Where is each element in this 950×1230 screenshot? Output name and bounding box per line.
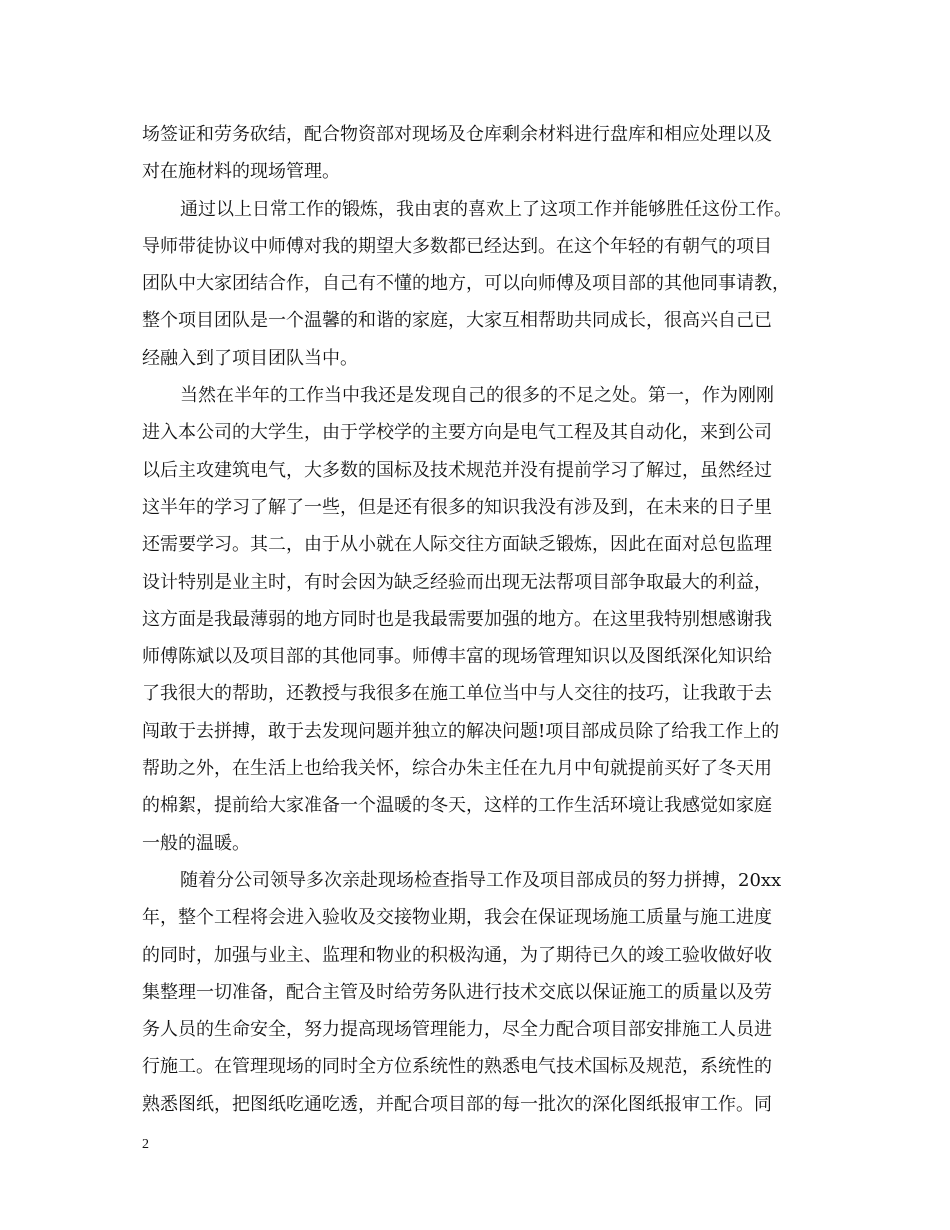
text-line: 熟悉图纸，把图纸吃通吃透，并配合项目部的每一批次的深化图纸报审工作。同 — [142, 1093, 772, 1115]
text-line: 师傅陈斌以及项目部的其他同事。师傅丰富的现场管理知识以及图纸深化知识给 — [142, 646, 772, 668]
text-line: 以后主攻建筑电气，大多数的国标及技术规范并没有提前学习了解过，虽然经过 — [142, 459, 772, 481]
body-text — [142, 116, 806, 1123]
text-line: 了我很大的帮助，还教授与我很多在施工单位当中与人交往的技巧，让我敢于去 — [142, 683, 772, 705]
text-line: 这半年的学习了解了一些，但是还有很多的知识我没有涉及到，在未来的日子里 — [142, 496, 772, 518]
text-line: 帮助之外，在生活上也给我关怀，综合办朱主任在九月中旬就提前买好了冬天用 — [142, 758, 772, 780]
paragraph-first-line: 随着分公司领导多次亲赴现场检查指导工作及项目部成员的努力拼搏，20xx — [180, 869, 782, 891]
text-line: 对在施材料的现场管理。 — [142, 161, 340, 183]
text-line: 这方面是我最薄弱的地方同时也是我最需要加强的地方。在这里我特别想感谢我 — [142, 608, 772, 630]
text-line: 一般的温暖。 — [142, 832, 250, 854]
text-line: 的同时，加强与业主、监理和物业的积极沟通，为了期待已久的竣工验收做好收 — [142, 944, 772, 966]
text-line: 集整理一切准备，配合主管及时给劳务队进行技术交底以保证施工的质量以及劳 — [142, 981, 772, 1003]
text-line: 设计特别是业主时，有时会因为缺乏经验而出现无法帮项目部争取最大的利益， — [142, 571, 772, 593]
text-line: 场签证和劳务砍结，配合物资部对现场及仓库剩余材料进行盘库和相应处理以及 — [142, 124, 772, 145]
text-line: 闯敢于去拼搏，敢于去发现问题并独立的解决问题!项目部成员除了给我工作上的 — [142, 720, 780, 742]
text-line: 进入本公司的大学生，由于学校学的主要方向是电气工程及其自动化，来到公司 — [142, 422, 772, 444]
text-line: 行施工。在管理现场的同时全方位系统性的熟悉电气技术国标及规范，系统性的 — [142, 1056, 772, 1078]
text-line: 务人员的生命安全，努力提高现场管理能力，尽全力配合项目部安排施工人员进 — [142, 1019, 772, 1041]
paragraph-first-line: 当然在半年的工作当中我还是发现自己的很多的不足之处。第一，作为刚刚 — [180, 385, 774, 407]
paragraph-first-line: 通过以上日常工作的锻炼，我由衷的喜欢上了这项工作并能够胜任这份工作。 — [180, 198, 792, 220]
text-line: 经融入到了项目团队当中。 — [142, 347, 358, 369]
text-line: 年，整个工程将会进入验收及交接物业期，我会在保证现场施工质量与施工进度 — [142, 907, 772, 929]
page-number: 2 — [142, 1137, 149, 1152]
text-line: 团队中大家团结合作，自己有不懂的地方，可以向师傅及项目部的其他同事请教， — [142, 273, 790, 295]
text-line: 导师带徒协议中师傅对我的期望大多数都已经达到。在这个年轻的有朝气的项目 — [142, 235, 772, 257]
text-line: 的棉絮，提前给大家准备一个温暖的冬天，这样的工作生活环境让我感觉如家庭 — [142, 795, 772, 817]
text-line: 整个项目团队是一个温馨的和谐的家庭，大家互相帮助共同成长，很高兴自己已 — [142, 310, 772, 332]
text-line: 还需要学习。其二，由于从小就在人际交往方面缺乏锻炼，因此在面对总包监理 — [142, 534, 772, 556]
